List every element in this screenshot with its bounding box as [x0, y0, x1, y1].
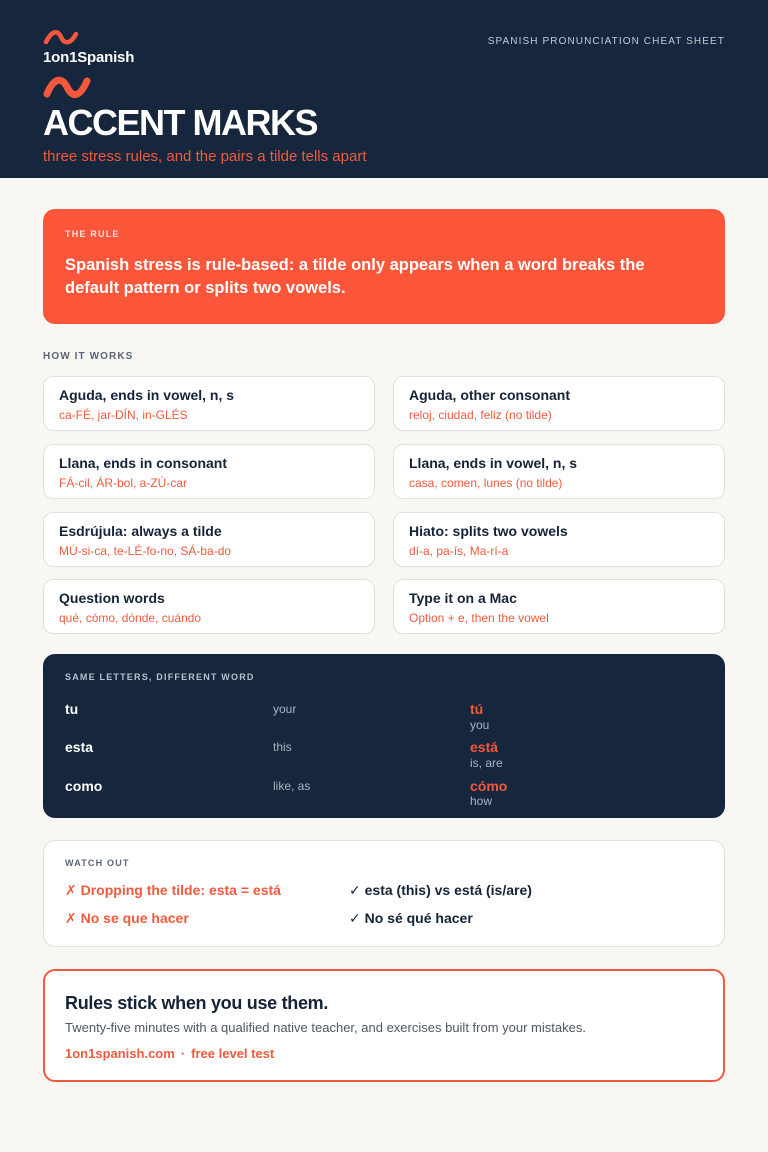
cta-title: Rules stick when you use them.	[65, 993, 329, 1013]
right-example: ✓ No sé qué hacer	[349, 910, 473, 926]
pair-accented-meaning: is, are	[470, 756, 503, 770]
wrong-example: ✗ Dropping the tilde: esta = está	[65, 882, 281, 898]
card-example: reloj, ciudad, feliz (no tilde)	[409, 408, 552, 422]
wave-logo-icon	[43, 30, 79, 46]
card-example: qué, cómo, dónde, cuándo	[59, 611, 202, 625]
card-example: Option + e, then the vowel	[409, 611, 549, 625]
card-title: Type it on a Mac	[409, 590, 517, 606]
pair-accented-word: está	[470, 739, 499, 755]
cta-body: Twenty-five minutes with a qualified native teacher, and exercises built from your mistakes.	[65, 1020, 586, 1035]
pair-accented-word: cómo	[470, 778, 508, 794]
card-title: Llana, ends in consonant	[59, 455, 228, 471]
level-test-link[interactable]: free level test	[191, 1046, 275, 1061]
pair-accented-meaning: how	[470, 794, 493, 808]
rule-card	[393, 579, 725, 634]
card-example: MÚ-si-ca, te-LÉ-fo-no, SÁ-ba-do	[59, 544, 232, 558]
pair-meaning: your	[273, 702, 297, 716]
card-example: dí-a, pa-ís, Ma-rí-a	[409, 544, 509, 558]
pair-word: tu	[65, 701, 79, 717]
rule-text: Spanish stress is rule-based: a tilde only appears when a word breaks the default pattern or splits two vowels.	[65, 256, 645, 297]
rule-card	[393, 376, 725, 431]
cta-box	[43, 969, 725, 1082]
page-subtitle: three stress rules, and the pairs a tilde tells apart	[43, 148, 367, 165]
site-link[interactable]: 1on1spanish.com	[65, 1046, 175, 1061]
pair-word: esta	[65, 739, 94, 755]
card-title: Aguda, other consonant	[409, 387, 570, 403]
pair-word: como	[65, 778, 103, 794]
pair-accented-word: tú	[470, 701, 484, 717]
cta-links	[65, 1046, 703, 1061]
pair-accented-meaning: you	[470, 718, 490, 732]
rule-card	[43, 444, 375, 499]
rule-card	[43, 512, 375, 567]
link-separator: ·	[180, 1046, 186, 1061]
rule-card	[43, 376, 375, 431]
brand-name[interactable]: 1on1Spanish	[43, 49, 135, 66]
card-example: ca-FÉ, jar-DÍN, in-GLÉS	[59, 408, 188, 422]
rule-label: THE RULE	[65, 229, 120, 239]
page-title: ACCENT MARKS	[43, 102, 317, 143]
wrong-example: ✗ No se que hacer	[65, 910, 189, 926]
watch-out-label: WATCH OUT	[65, 858, 130, 868]
pair-meaning: this	[273, 740, 292, 754]
rule-card	[393, 512, 725, 567]
header	[0, 0, 768, 178]
pair-meaning: like, as	[273, 779, 311, 793]
card-title: Aguda, ends in vowel, n, s	[59, 387, 235, 403]
wave-decoration-icon	[43, 76, 91, 100]
card-title: Llana, ends in vowel, n, s	[409, 455, 578, 471]
rule-box	[43, 209, 725, 324]
pairs-label: SAME LETTERS, DIFFERENT WORD	[65, 672, 255, 682]
how-it-works-label: HOW IT WORKS	[43, 351, 134, 362]
pairs-box	[43, 654, 725, 818]
sheet-label: SPANISH PRONUNCIATION CHEAT SHEET	[487, 36, 725, 47]
rule-card	[393, 444, 725, 499]
card-example: FÁ-cil, ÁR-bol, a-ZÚ-car	[59, 476, 188, 490]
card-title: Esdrújula: always a tilde	[59, 523, 222, 539]
rule-card	[43, 579, 375, 634]
card-example: casa, comen, lunes (no tilde)	[409, 476, 563, 490]
right-example: ✓ esta (this) vs está (is/are)	[349, 882, 532, 898]
card-title: Question words	[59, 590, 165, 606]
watch-out-box	[43, 840, 725, 947]
card-title: Hiato: splits two vowels	[409, 523, 568, 539]
